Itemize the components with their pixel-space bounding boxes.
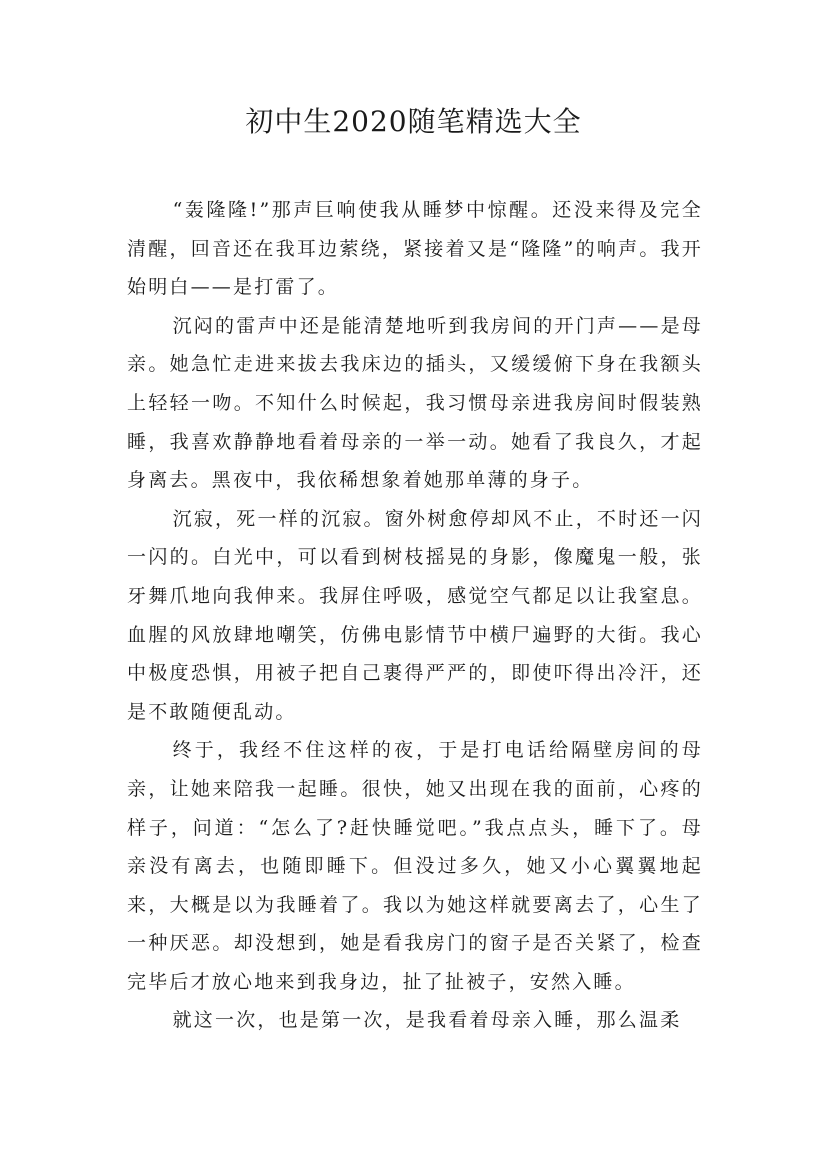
- paragraph: 沉闷的雷声中还是能清楚地听到我房间的开门声——是母亲。她急忙走进来拔去我床边的插头，又缓缓俯下身在我额头上轻轻一吻。不知什么时候起，我习惯母亲进我房间时假装熟睡，我喜欢静静地看着母亲的一举一动。她看了我良久，才起身离去。黑夜中，我依稀想象着她那单薄的身子。: [127, 314, 703, 492]
- paragraph: 就这一次，也是第一次，是我看着母亲入睡，那么温柔: [172, 1009, 682, 1032]
- paragraph: 终于，我经不住这样的夜，于是打电话给隔壁房间的母亲，让她来陪我一起睡。很快，她又出现在我的面前，心疼的样子，问道：“怎么了?赶快睡觉吧。”我点点头，睡下了。母亲没有离去，也随即睡下。但没过多久，她又小心翼翼地起来，大概是以为我睡着了。我以为她这样就要离去了，心生了一种厌恶。却没想到，她是看我房门的窗子是否关紧了，检查完毕后才放心地来到我身边，扯了扯被子，安然入睡。: [127, 739, 703, 993]
- paragraph: 沉寂，死一样的沉寂。窗外树愈停却风不止，不时还一闪一闪的。白光中，可以看到树枝摇晃的身影，像魔鬼一般，张牙舞爪地向我伸来。我屏住呼吸，感觉空气都足以让我窒息。血腥的风放肆地嘲笑，仿佛电影情节中横尸遍野的大街。我心中极度恐惧，用被子把自己裹得严严的，即使吓得出冷汗，还是不敢随便乱动。: [127, 507, 703, 723]
- paragraph: “轰隆隆!”那声巨响使我从睡梦中惊醒。还没来得及完全清醒，回音还在我耳边萦绕，紧接着又是“隆隆”的响声。我开始明白——是打雷了。: [127, 199, 703, 299]
- document-body: [127, 191, 703, 1040]
- document-title: 初中生2020随笔精选大全: [245, 105, 582, 138]
